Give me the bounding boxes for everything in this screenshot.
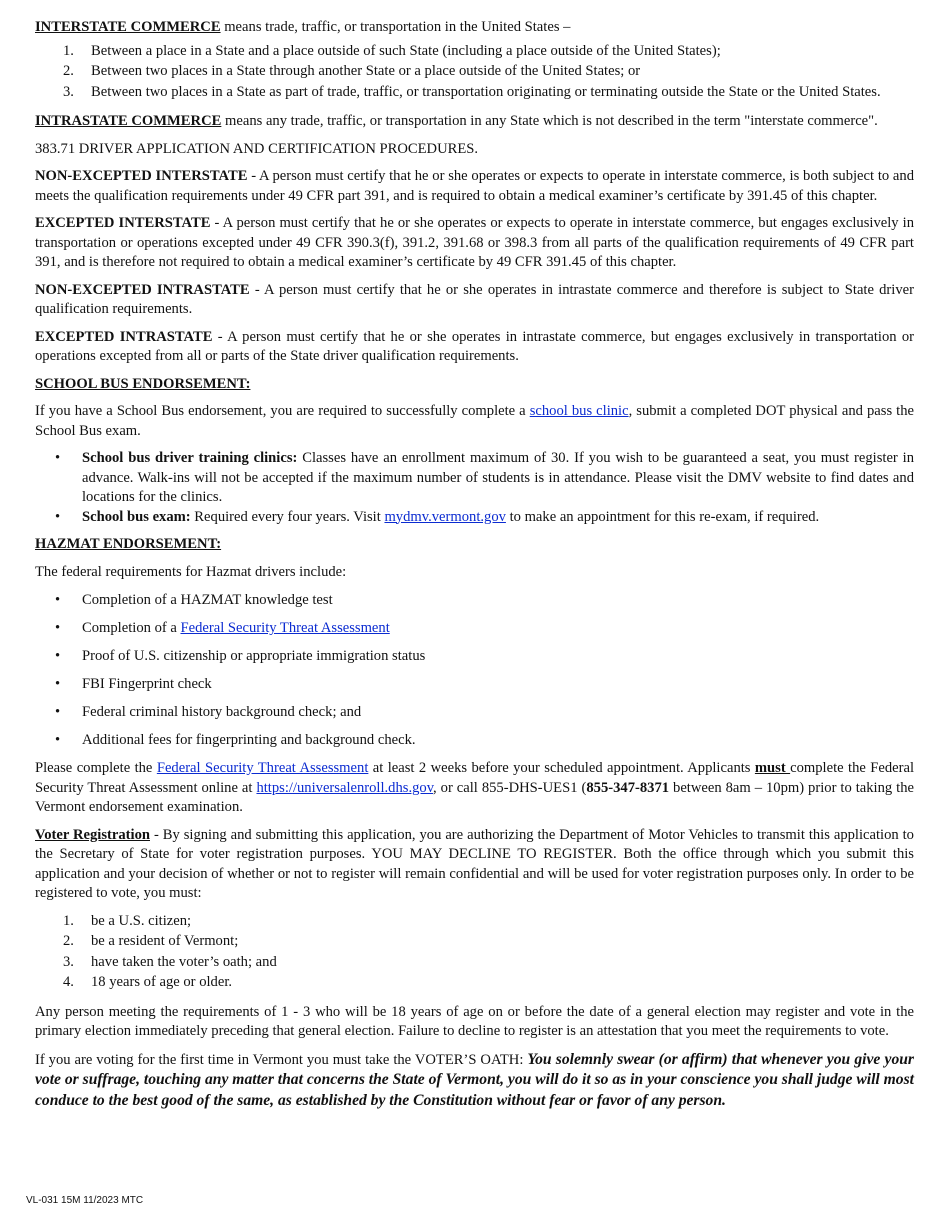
interstate-definition: [35, 18, 914, 38]
school-bus-list: [35, 449, 914, 527]
category-excepted-interstate: [35, 214, 914, 273]
fsta-link[interactable]: Federal Security Threat Assessment: [180, 620, 390, 636]
list-item: [35, 619, 914, 639]
school-bus-heading-text: SCHOOL BUS ENDORSEMENT:: [35, 375, 251, 392]
list-text: be a resident of Vermont;: [91, 933, 239, 949]
list-item: [35, 449, 914, 508]
interstate-def-text: means trade, traffic, or transportation in the United States –: [220, 19, 571, 35]
bullet-icon: •: [55, 704, 61, 720]
list-item: [35, 62, 914, 82]
interstate-term: INTERSTATE COMMERCE: [35, 19, 221, 35]
list-item: [35, 973, 914, 993]
requirement-text: Completion of a HAZMAT knowledge test: [82, 592, 333, 608]
school-bus-intro: [35, 402, 914, 441]
section-383-heading: 383.71 DRIVER APPLICATION AND CERTIFICATION PROCEDURES.: [35, 140, 479, 157]
list-item: [35, 703, 914, 723]
list-item: [35, 731, 914, 751]
list-number: 2.: [63, 63, 74, 79]
list-number: 2.: [63, 933, 74, 949]
voter-term: Voter Registration: [35, 826, 150, 843]
voter-registration: [35, 826, 914, 904]
voter-text: - By signing and submitting this application, you are authorizing the Department of Motor Vehicles to transmit this application to the Secretary of State for voter registration purposes. YOU MAY DECLINE TO REGISTER. Both the office through which you submit this application and your decision of whether or not to register will remain confidential and will be used for voter registration purposes only. In order to be registered to vote, you must:: [35, 826, 914, 901]
hazmat-requirements-list: [35, 591, 914, 751]
exam-label: School bus exam:: [82, 508, 191, 525]
category-term: NON-EXCEPTED INTRASTATE: [35, 281, 250, 298]
must-emphasis: must: [754, 760, 791, 776]
list-item: [35, 932, 914, 952]
intrastate-def-text: means any trade, traffic, or transportation in any State which is not described in the term "interstate commerce".: [221, 113, 878, 129]
list-text: Between two places in a State through another State or a place outside of the United States; or: [91, 63, 641, 79]
voter-eligibility-note: Any person meeting the requirements of 1 - 3 who will be 18 years of age on or before the date of a general election may register and vote in the primary election immediately preceding that general election. Failure to decline to register is an attestation that you meet the requirements to vote.: [35, 1003, 914, 1039]
hazmat-heading: [35, 535, 914, 555]
intrastate-term: INTRASTATE COMMERCE: [35, 113, 222, 129]
category-non-excepted-interstate: [35, 167, 914, 206]
school-bus-intro-text-end: , submit a completed DOT physical and pass the School Bus exam.: [35, 403, 914, 439]
bullet-icon: •: [55, 676, 61, 692]
hazmat-note: [35, 759, 914, 818]
school-bus-heading: [35, 375, 914, 395]
category-excepted-intrastate: [35, 328, 914, 367]
bullet-icon: •: [55, 508, 61, 525]
requirement-text: Proof of U.S. citizenship or appropriate immigration status: [82, 648, 426, 664]
category-text: - A person must certify that he or she operates or expects to operate in interstate commerce, is both subject to and meets the qualification requirements under 49 CFR part 391, and is required to obtain a medical examiner’s certificate by 391.45 of this chapter.: [35, 168, 914, 204]
form-footer: VL-031 15M 11/2023 MTC: [26, 1195, 144, 1206]
list-item: [35, 675, 914, 695]
list-item: [35, 508, 914, 528]
bullet-icon: •: [55, 732, 61, 748]
list-text: 18 years of age or older.: [91, 974, 233, 990]
list-item: [35, 591, 914, 611]
requirement-text: Additional fees for fingerprinting and background check.: [82, 732, 416, 748]
category-text: - A person must certify that he or she operates in intrastate commerce and therefore is subject to State driver qualification requirements.: [35, 281, 914, 317]
universalenroll-link[interactable]: https://universalenroll.dhs.gov: [256, 779, 434, 796]
clinics-label: School bus driver training clinics:: [82, 450, 298, 466]
list-number: 3.: [63, 953, 74, 970]
note-text: between 8am – 10pm) prior to taking the Vermont endorsement examination.: [35, 779, 915, 815]
note-text: Please complete the: [35, 760, 157, 776]
bullet-icon: •: [55, 592, 61, 608]
interstate-list: [35, 42, 914, 103]
note-text: complete the Federal Security Threat Assessment online at: [35, 760, 915, 796]
hazmat-heading-text: HAZMAT ENDORSEMENT:: [35, 536, 222, 552]
list-text: Between two places in a State as part of trade, traffic, or transportation originating or terminating outside the State or the United States.: [91, 83, 881, 100]
voter-requirements-list: [35, 912, 914, 993]
clinics-text: Classes have an enrollment maximum of 30. If you wish to be guaranteed a seat, you must register in advance. Walk-ins will not be accepted if the maximum number of students is in attendance. Please visit the DMV website to find dates and locations for the clinics.: [82, 450, 914, 505]
category-non-excepted-intrastate: [35, 281, 914, 320]
oath-text: You solemnly swear (or affirm) that whenever you give your vote or suffrage, touching any matter that concerns the State of Vermont, you will do it so as in your conscience you shall judge will most conduce to the best good of the same, as established by the Constitution without fear or favor of any person.: [35, 1050, 915, 1109]
list-text: Between a place in a State and a place outside of such State (including a place outside of the United States);: [91, 42, 721, 59]
category-term: EXCEPTED INTRASTATE: [35, 328, 213, 345]
phone-number: 855-347-8371: [586, 779, 670, 796]
exam-text-end: to make an appointment for this re-exam, if required.: [505, 508, 820, 525]
list-number: 1.: [63, 912, 74, 929]
list-item: [35, 83, 914, 103]
requirement-text: Completion of a: [82, 620, 181, 636]
list-number: 3.: [63, 83, 74, 100]
voter-oath: [35, 1050, 914, 1112]
hazmat-intro: The federal requirements for Hazmat drivers include:: [35, 563, 347, 580]
requirement-text: FBI Fingerprint check: [82, 676, 212, 692]
requirement-text: Federal criminal history background check; and: [82, 704, 362, 720]
intrastate-definition: [35, 112, 914, 132]
category-term: NON-EXCEPTED INTERSTATE: [35, 168, 248, 184]
bullet-icon: •: [55, 450, 61, 466]
list-item: [35, 912, 914, 932]
bullet-icon: •: [55, 620, 61, 636]
list-text: have taken the voter’s oath; and: [91, 953, 277, 970]
list-item: [35, 953, 914, 973]
list-text: be a U.S. citizen;: [91, 912, 192, 929]
category-text: - A person must certify that he or she operates or expects to operate in interstate commerce, but engages exclusively in transportation or operations excepted under 49 CFR 390.3(f), 391.2, 391.68 or 398.3 from all parts of the qualification requirements of 49 CFR part 391, and is therefore not required to obtain a medical examiner’s certificate by 49 CFR 391.45 of this chapter.: [35, 215, 914, 270]
note-text: , or call 855-DHS-UES1 (: [433, 779, 587, 796]
list-number: 1.: [63, 42, 74, 59]
list-item: [35, 647, 914, 667]
exam-text: Required every four years. Visit: [190, 508, 385, 525]
oath-intro: If you are voting for the first time in Vermont you must take the VOTER’S OATH:: [35, 1051, 528, 1068]
list-item: [35, 42, 914, 62]
list-number: 4.: [63, 974, 74, 990]
note-text: at least 2 weeks before your scheduled appointment. Applicants: [368, 760, 755, 776]
mydmv-link[interactable]: mydmv.vermont.gov: [384, 508, 506, 525]
fsta-link-2[interactable]: Federal Security Threat Assessment: [156, 760, 369, 776]
bullet-icon: •: [55, 648, 61, 664]
school-bus-clinic-link[interactable]: school bus clinic: [529, 403, 629, 419]
category-text: - A person must certify that he or she operates in intrastate commerce, but engages exclusively in transportation or operations excepted from all or parts of the State driver qualification requirements.: [35, 328, 914, 364]
document-page: [35, 18, 914, 1119]
school-bus-intro-text: If you have a School Bus endorsement, you are required to successfully complete a: [35, 403, 530, 419]
category-term: EXCEPTED INTERSTATE: [35, 215, 211, 231]
